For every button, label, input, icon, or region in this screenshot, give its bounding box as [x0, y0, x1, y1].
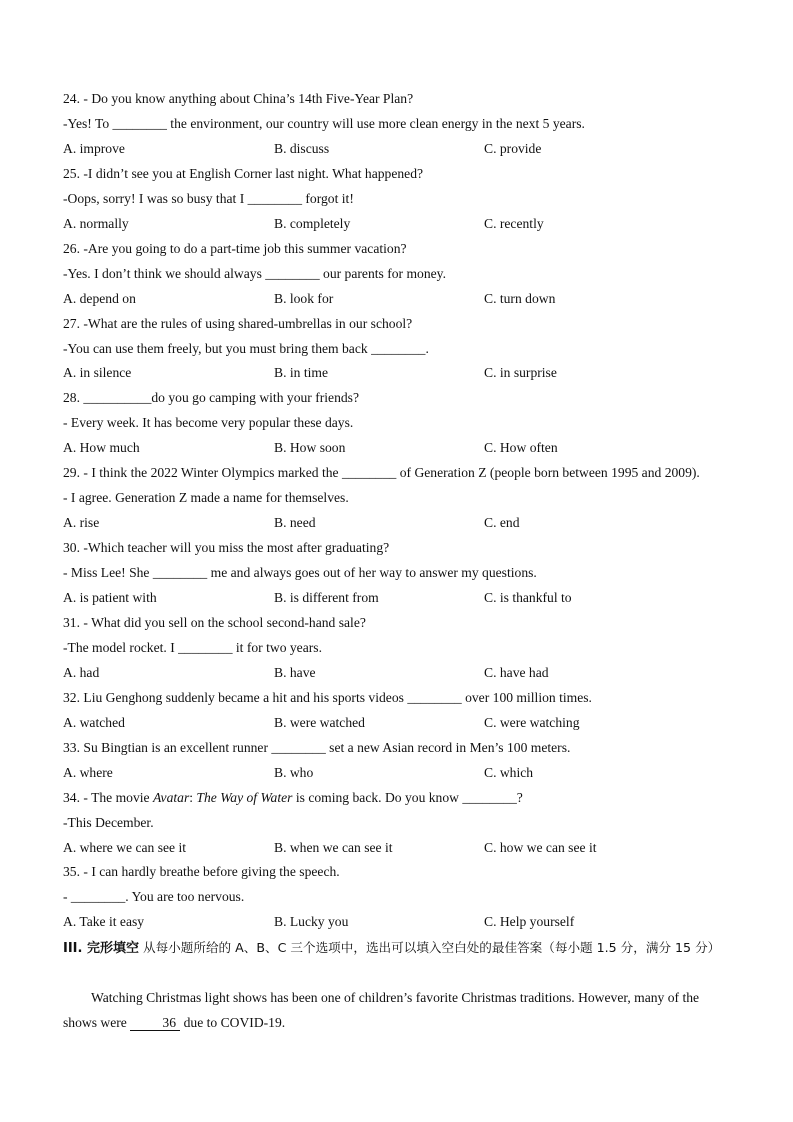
q25-line-1: 25. -I didn’t see you at English Corner last night. What happened? — [63, 166, 424, 181]
q34-suffix: is coming back. Do you know ________? — [292, 790, 523, 805]
q24-option-a[interactable]: A. improve — [63, 141, 125, 156]
q33-option-a[interactable]: A. where — [63, 765, 113, 780]
section-three-title: III. 完形填空 — [63, 941, 139, 956]
q27-line-2: -You can use them freely, but you must bring them back ________. — [63, 341, 429, 356]
q25-option-b[interactable]: B. completely — [274, 216, 351, 231]
passage-text: Watching Christmas light shows has been one of children’s favorite Christmas traditions. However, many of the shows were — [63, 990, 700, 1030]
q33-option-c[interactable]: C. which — [484, 765, 534, 780]
q28-option-a[interactable]: A. How much — [63, 440, 140, 455]
q27-option-a[interactable]: A. in silence — [63, 365, 132, 380]
q34-line-2: -This December. — [63, 815, 154, 830]
q25-option-c[interactable]: C. recently — [484, 216, 544, 231]
q30-option-a[interactable]: A. is patient with — [63, 590, 157, 605]
q27-line-1: 27. -What are the rules of using shared-umbrellas in our school? — [63, 316, 413, 331]
q24-option-c[interactable]: C. provide — [484, 141, 542, 156]
cloze-blank-36: 36 — [130, 1015, 180, 1031]
q34-line-1 — [63, 789, 523, 807]
q26-line-2: -Yes. I don’t think we should always ________ our parents for money. — [63, 266, 446, 281]
q34-title-italic: Avatar — [152, 790, 190, 805]
cloze-passage — [63, 985, 733, 1035]
q31-line-2: -The model rocket. I ________ it for two years. — [63, 640, 322, 655]
section-three-instructions: 从每小题所给的 A、B、C 三个选项中，选出可以填入空白处的最佳答案（每小题 1.5 分，满分 15 分） — [138, 940, 721, 955]
q29-line-2: - I agree. Generation Z made a name for themselves. — [63, 490, 349, 505]
q25-line-2: -Oops, sorry! I was so busy that I ________ forgot it! — [63, 191, 354, 206]
q34-prefix: 34. - The movie — [63, 790, 153, 805]
q31-option-c[interactable]: C. have had — [484, 665, 549, 680]
q26-option-b[interactable]: B. look for — [274, 291, 334, 306]
q35-line-1: 35. - I can hardly breathe before giving the speech. — [63, 864, 340, 879]
q34-option-b[interactable]: B. when we can see it — [274, 840, 393, 855]
q32-line-1: 32. Liu Genghong suddenly became a hit and his sports videos ________ over 100 million times. — [63, 690, 592, 705]
q26-option-c[interactable]: C. turn down — [484, 291, 556, 306]
q28-line-2: - Every week. It has become very popular these days. — [63, 415, 354, 430]
q28-line-1: 28. __________do you go camping with your friends? — [63, 390, 360, 405]
q34-option-a[interactable]: A. where we can see it — [63, 840, 187, 855]
q34-colon: : — [189, 790, 197, 805]
q25-option-a[interactable]: A. normally — [63, 216, 129, 231]
q34-option-c[interactable]: C. how we can see it — [484, 840, 597, 855]
q24-line-1: 24. - Do you know anything about China’s 14th Five-Year Plan? — [63, 91, 414, 106]
q30-line-2: - Miss Lee! She ________ me and always goes out of her way to answer my questions. — [63, 565, 537, 580]
passage-text-end: due to COVID-19. — [180, 1015, 286, 1030]
q29-line-1: 29. - I think the 2022 Winter Olympics marked the ________ of Generation Z (people born between 1995 and 2009). — [63, 465, 700, 480]
q27-option-b[interactable]: B. in time — [274, 365, 328, 380]
q24-line-2: -Yes! To ________ the environment, our country will use more clean energy in the next 5 years. — [63, 116, 585, 131]
q30-option-c[interactable]: C. is thankful to — [484, 590, 572, 605]
q30-option-b[interactable]: B. is different from — [274, 590, 379, 605]
q33-line-1: 33. Su Bingtian is an excellent runner ________ set a new Asian record in Men’s 100 meters. — [63, 740, 571, 755]
q35-option-c[interactable]: C. Help yourself — [484, 914, 575, 929]
q31-line-1: 31. - What did you sell on the school second-hand sale? — [63, 615, 366, 630]
q31-option-a[interactable]: A. had — [63, 665, 100, 680]
q32-option-c[interactable]: C. were watching — [484, 715, 580, 730]
q24-option-b[interactable]: B. discuss — [274, 141, 330, 156]
q35-option-a[interactable]: A. Take it easy — [63, 914, 145, 929]
q26-option-a[interactable]: A. depend on — [63, 291, 136, 306]
q32-option-b[interactable]: B. were watched — [274, 715, 365, 730]
q35-option-b[interactable]: B. Lucky you — [274, 914, 349, 929]
q29-option-b[interactable]: B. need — [274, 515, 316, 530]
q28-option-c[interactable]: C. How often — [484, 440, 558, 455]
q34-subtitle-italic: The Way of Water — [196, 790, 293, 805]
q32-option-a[interactable]: A. watched — [63, 715, 125, 730]
q30-line-1: 30. -Which teacher will you miss the most after graduating? — [63, 540, 390, 555]
section-three-header — [63, 935, 733, 961]
q28-option-b[interactable]: B. How soon — [274, 440, 346, 455]
q31-option-b[interactable]: B. have — [274, 665, 316, 680]
q29-option-a[interactable]: A. rise — [63, 515, 100, 530]
q35-line-2: - ________. You are too nervous. — [63, 889, 245, 904]
q33-option-b[interactable]: B. who — [274, 765, 314, 780]
q27-option-c[interactable]: C. in surprise — [484, 365, 557, 380]
q29-option-c[interactable]: C. end — [484, 515, 520, 530]
q26-line-1: 26. -Are you going to do a part-time job this summer vacation? — [63, 241, 407, 256]
